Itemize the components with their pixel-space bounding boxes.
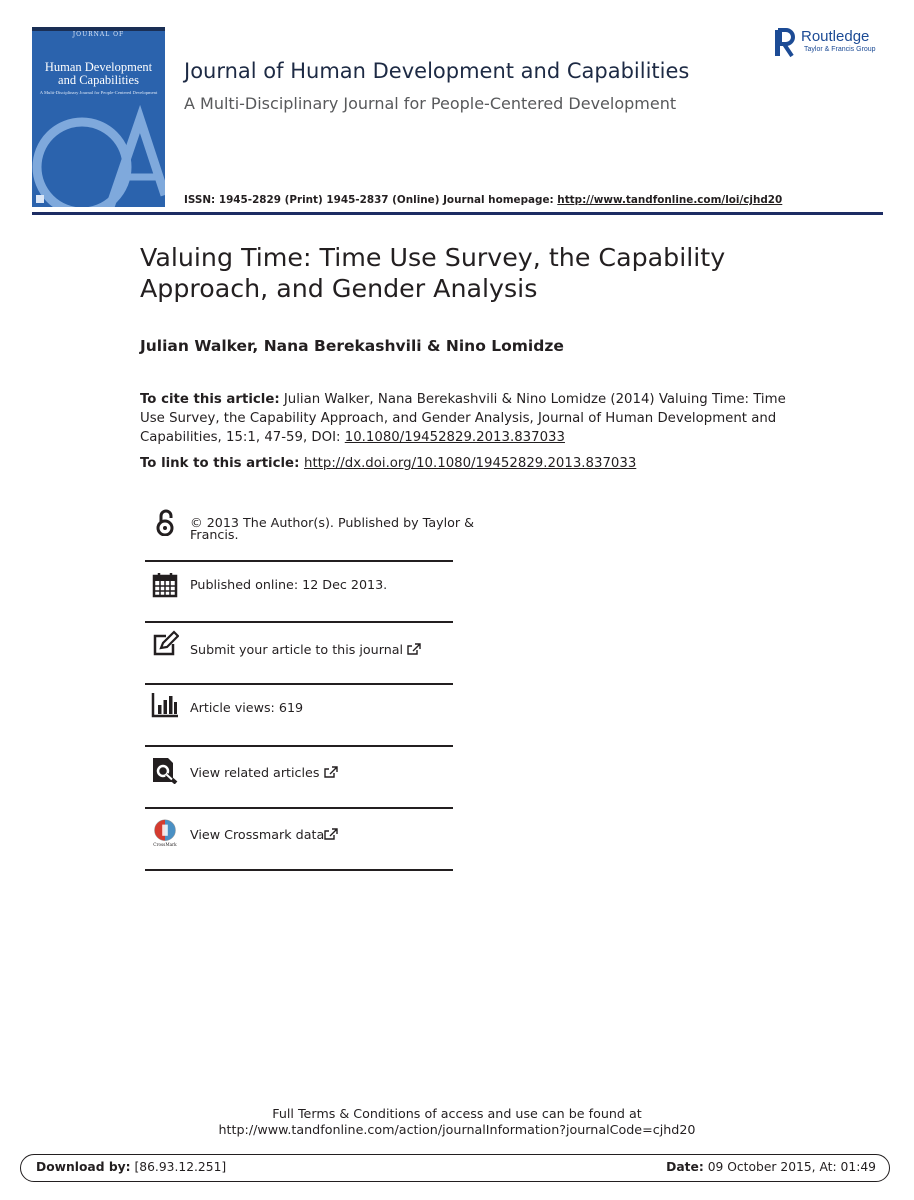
article-views-text: Article views: 619: [190, 700, 304, 715]
article-link-label: To link to this article:: [140, 456, 305, 471]
crossmark-label: View Crossmark data: [190, 827, 325, 842]
info-divider: [145, 807, 453, 809]
cover-subtitle: A Multi-Disciplinary Journal for People-Centered Development: [39, 90, 158, 95]
publisher-tagline: Taylor & Francis Group: [804, 46, 876, 53]
cover-ca-graphic: [32, 27, 165, 207]
published-online-text: Published online: 12 Dec 2013.: [190, 577, 388, 592]
download-label: Download by:: [36, 1160, 131, 1174]
terms-notice: [0, 1106, 914, 1138]
download-by: [36, 1160, 226, 1174]
crossmark-caption: CrossMark: [153, 842, 177, 847]
crossmark-icon: [151, 819, 179, 847]
crossmark-link[interactable]: [190, 828, 338, 841]
bar-chart-icon: [151, 691, 179, 719]
copyright-line-1: © 2013 The Author(s). Published by Taylor &: [190, 515, 475, 530]
external-link-icon: [324, 766, 338, 778]
copyright-line-2: Francis.: [190, 527, 239, 542]
routledge-logo-icon[interactable]: [775, 28, 795, 58]
article-authors: Julian Walker, Nana Berekashvili & Nino Lomidze: [140, 337, 564, 355]
citation-text: Julian Walker, Nana Berekashvili & Nino Lomidze (2014) Valuing Time: Time Use Survey, the Capability Approach, and Gender Analysis, Journal of Human Development and Capabilities, 15:1, 47-59, DOI:: [140, 392, 786, 445]
journal-title: Journal of Human Development and Capabilities: [184, 59, 690, 83]
submit-article-label: Submit your article to this journal: [190, 642, 404, 657]
journal-cover-image[interactable]: [32, 27, 165, 207]
article-title: Valuing Time: Time Use Survey, the Capability Approach, and Gender Analysis: [140, 243, 726, 303]
info-item-crossmark[interactable]: [145, 810, 453, 872]
date-value: 09 October 2015, At: 01:49: [703, 1160, 876, 1174]
citation-label: To cite this article:: [140, 392, 280, 407]
date-label: Date:: [666, 1160, 704, 1174]
info-item-submit[interactable]: [145, 624, 453, 686]
citation-doi-link[interactable]: 10.1080/19452829.2013.837033: [344, 430, 565, 445]
header-divider: [32, 212, 883, 215]
article-doi-url-link[interactable]: http://dx.doi.org/10.1080/19452829.2013.837033: [304, 456, 637, 471]
cover-title-line-1: Human Development: [44, 60, 153, 74]
calendar-icon: [151, 571, 179, 599]
cover-title-line-2: and Capabilities: [58, 73, 139, 87]
journal-homepage-link[interactable]: http://www.tandfonline.com/loi/cjhd20: [557, 194, 783, 206]
journal-subtitle: A Multi-Disciplinary Journal for People-Centered Development: [184, 94, 677, 113]
info-item-views: [145, 686, 453, 748]
info-item-open-access: [145, 505, 475, 563]
issn-line: [184, 194, 782, 206]
copyright-text: [190, 517, 474, 541]
terms-url-link[interactable]: http://www.tandfonline.com/action/journalInformation?journalCode=cjhd20: [218, 1122, 696, 1137]
cover-title: [32, 61, 165, 87]
download-ip: [86.93.12.251]: [130, 1160, 227, 1174]
external-link-icon: [324, 828, 338, 840]
info-divider: [145, 745, 453, 747]
terms-line-1: Full Terms & Conditions of access and use can be found at: [272, 1106, 642, 1121]
publisher-name: Routledge: [801, 28, 870, 45]
info-item-related[interactable]: [145, 748, 453, 810]
submit-article-link[interactable]: [190, 643, 421, 656]
info-divider: [145, 621, 453, 623]
related-articles-link[interactable]: [190, 766, 338, 779]
info-divider: [145, 869, 453, 871]
issn-text: ISSN: 1945-2829 (Print) 1945-2837 (Online) Journal homepage:: [184, 194, 558, 206]
edit-icon: [151, 630, 179, 658]
citation-block: [140, 390, 790, 447]
download-date: [666, 1160, 876, 1174]
info-item-published: [145, 562, 453, 624]
external-link-icon: [407, 643, 421, 655]
info-divider: [145, 683, 453, 685]
cover-kicker: JOURNAL OF: [72, 31, 125, 38]
related-articles-icon: [151, 756, 179, 784]
open-access-icon: [151, 508, 179, 536]
article-link-line: [140, 456, 636, 471]
related-articles-label: View related articles: [190, 765, 320, 780]
